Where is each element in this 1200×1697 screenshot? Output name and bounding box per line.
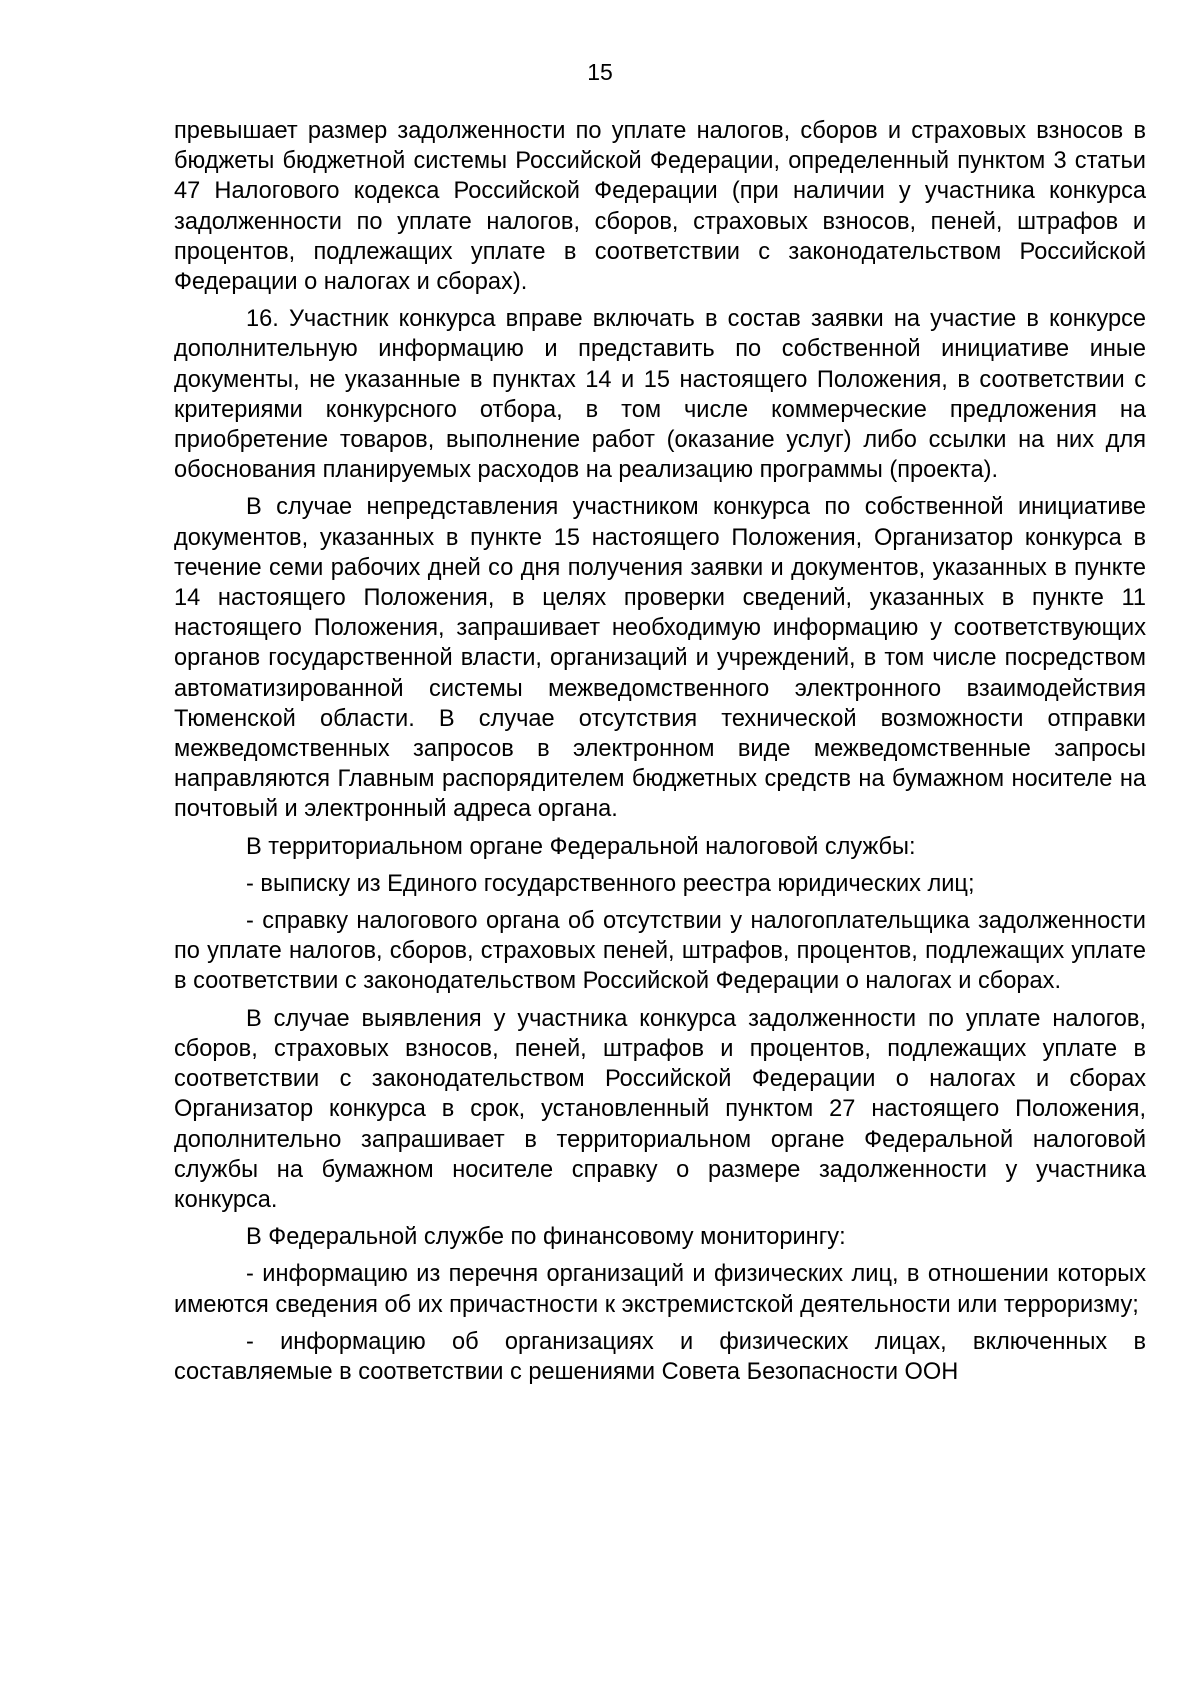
paragraph-non-submission: В случае непредставления участником конкурса по собственной инициативе документов, указанных в пункте 15 настоящего Положения, Организатор конкурса в течение семи рабочих дней со дня получения заявки и документов, указанных в пункте 14 настоящего Положения, в целях проверки сведений, указанных в пункте 11 настоящего Положения, запрашивает необходимую информацию у соответствующих органов государственной власти, организаций и учреждений, в том числе посредством автоматизированной системы межведомственного электронного взаимодействия Тюменской области. В случае отсутствия технической возможности отправки межведомственных запросов в электронном виде межведомственные запросы направляются Главным распорядителем бюджетных средств на бумажном носителе на почтовый и электронный адреса органа. (174, 494, 1146, 823)
paragraph-debt-detected: В случае выявления у участника конкурса задолженности по уплате налогов, сборов, страховых взносов, пеней, штрафов и процентов, подлежащих уплате в соответствии с законодательством Российской Федерации о налогах и сборах Организатор конкурса в срок, установленный пунктом 27 настоящего Положения, дополнительно запрашивает в территориальном органе Федеральной налоговой службы на бумажном носителе справку о размере задолженности у участника конкурса. (174, 1005, 1146, 1213)
paragraph-continuation: превышает размер задолженности по уплате налогов, сборов и страховых взносов в бюджеты бюджетной системы Российской Федерации, определенный пунктом 3 статьи 47 Налогового кодекса Российской Федерации (при наличии у участника конкурса задолженности по уплате налогов, сборов, страховых взносов, пеней, штрафов и процентов, подлежащих уплате в соответствии с законодательством Российской Федерации о налогах и сборах). (174, 118, 1146, 296)
list-item-un-security-council: - информацию об организациях и физических лицах, включенных в составляемые в соответствии с решениями Совета Безопасности ООН (174, 1328, 1146, 1385)
paragraph-tax-service-heading: В территориальном органе Федеральной налоговой службы: (246, 833, 916, 860)
list-item-extremism-list: - информацию из перечня организаций и физических лиц, в отношении которых имеются сведения об их причастности к экстремистской деятельности или терроризму; (174, 1261, 1146, 1318)
document-body (174, 116, 1146, 1394)
page-number: 15 (587, 59, 613, 85)
list-item-registry-extract: - выписку из Единого государственного реестра юридических лиц; (246, 870, 975, 897)
paragraph-item-16: 16. Участник конкурса вправе включать в состав заявки на участие в конкурсе дополнительную информацию и представить по собственной инициативе иные документы, не указанные в пунктах 14 и 15 настоящего Положения, в соответствии с критериями конкурсного отбора, в том числе коммерческие предложения на приобретение товаров, выполнение работ (оказание услуг) либо ссылки на них для обоснования планируемых расходов на реализацию программы (проекта). (174, 306, 1146, 484)
list-item-tax-certificate: - справку налогового органа об отсутствии у налогоплательщика задолженности по уплате налогов, сборов, страховых пеней, штрафов, процентов, подлежащих уплате в соответствии с законодательством Российской Федерации о налогах и сборах. (174, 908, 1146, 995)
paragraph-financial-monitoring-heading: В Федеральной службе по финансовому мониторингу: (246, 1224, 846, 1251)
